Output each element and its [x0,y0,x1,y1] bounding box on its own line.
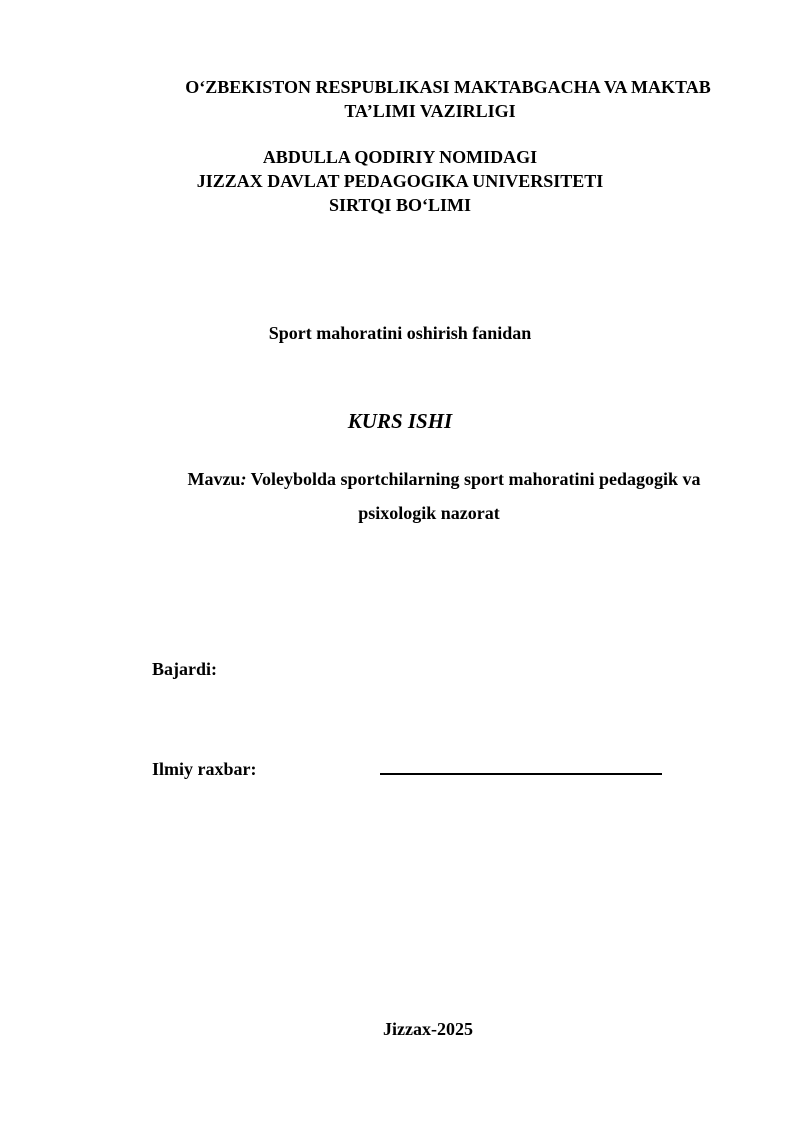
supervisor-label: Ilmiy raxbar: [152,759,257,779]
topic-colon: : [240,469,247,489]
subject-line: Sport mahoratini oshirish fanidan [268,323,532,343]
supervisor-signature-line [380,773,662,775]
university-line-1: ABDULLA QODIRIY NOMIDAGI [262,147,538,167]
ministry-line-2: TA’LIMI VAZIRLIGI [344,101,516,121]
topic-label: Mavzu [187,469,241,489]
performed-by-label: Bajardi: [152,659,217,679]
university-line-2: JIZZAX DAVLAT PEDAGOGIKA UNIVERSITETI [196,171,604,191]
topic-line-1 [44,468,800,490]
topic-line-2: psixologik nazorat [358,503,500,523]
city-year: Jizzax-2025 [383,1019,473,1039]
topic-text-1: Voleybolda sportchilarning sport mahoratini pedagogik va [246,469,701,489]
ministry-line-1: O‘ZBEKISTON RESPUBLIKASI MAKTABGACHA VA MAKTAB [185,77,711,97]
work-type-title: KURS ISHI [347,409,453,433]
department-line: SIRTQI BO‘LIMI [329,195,471,215]
